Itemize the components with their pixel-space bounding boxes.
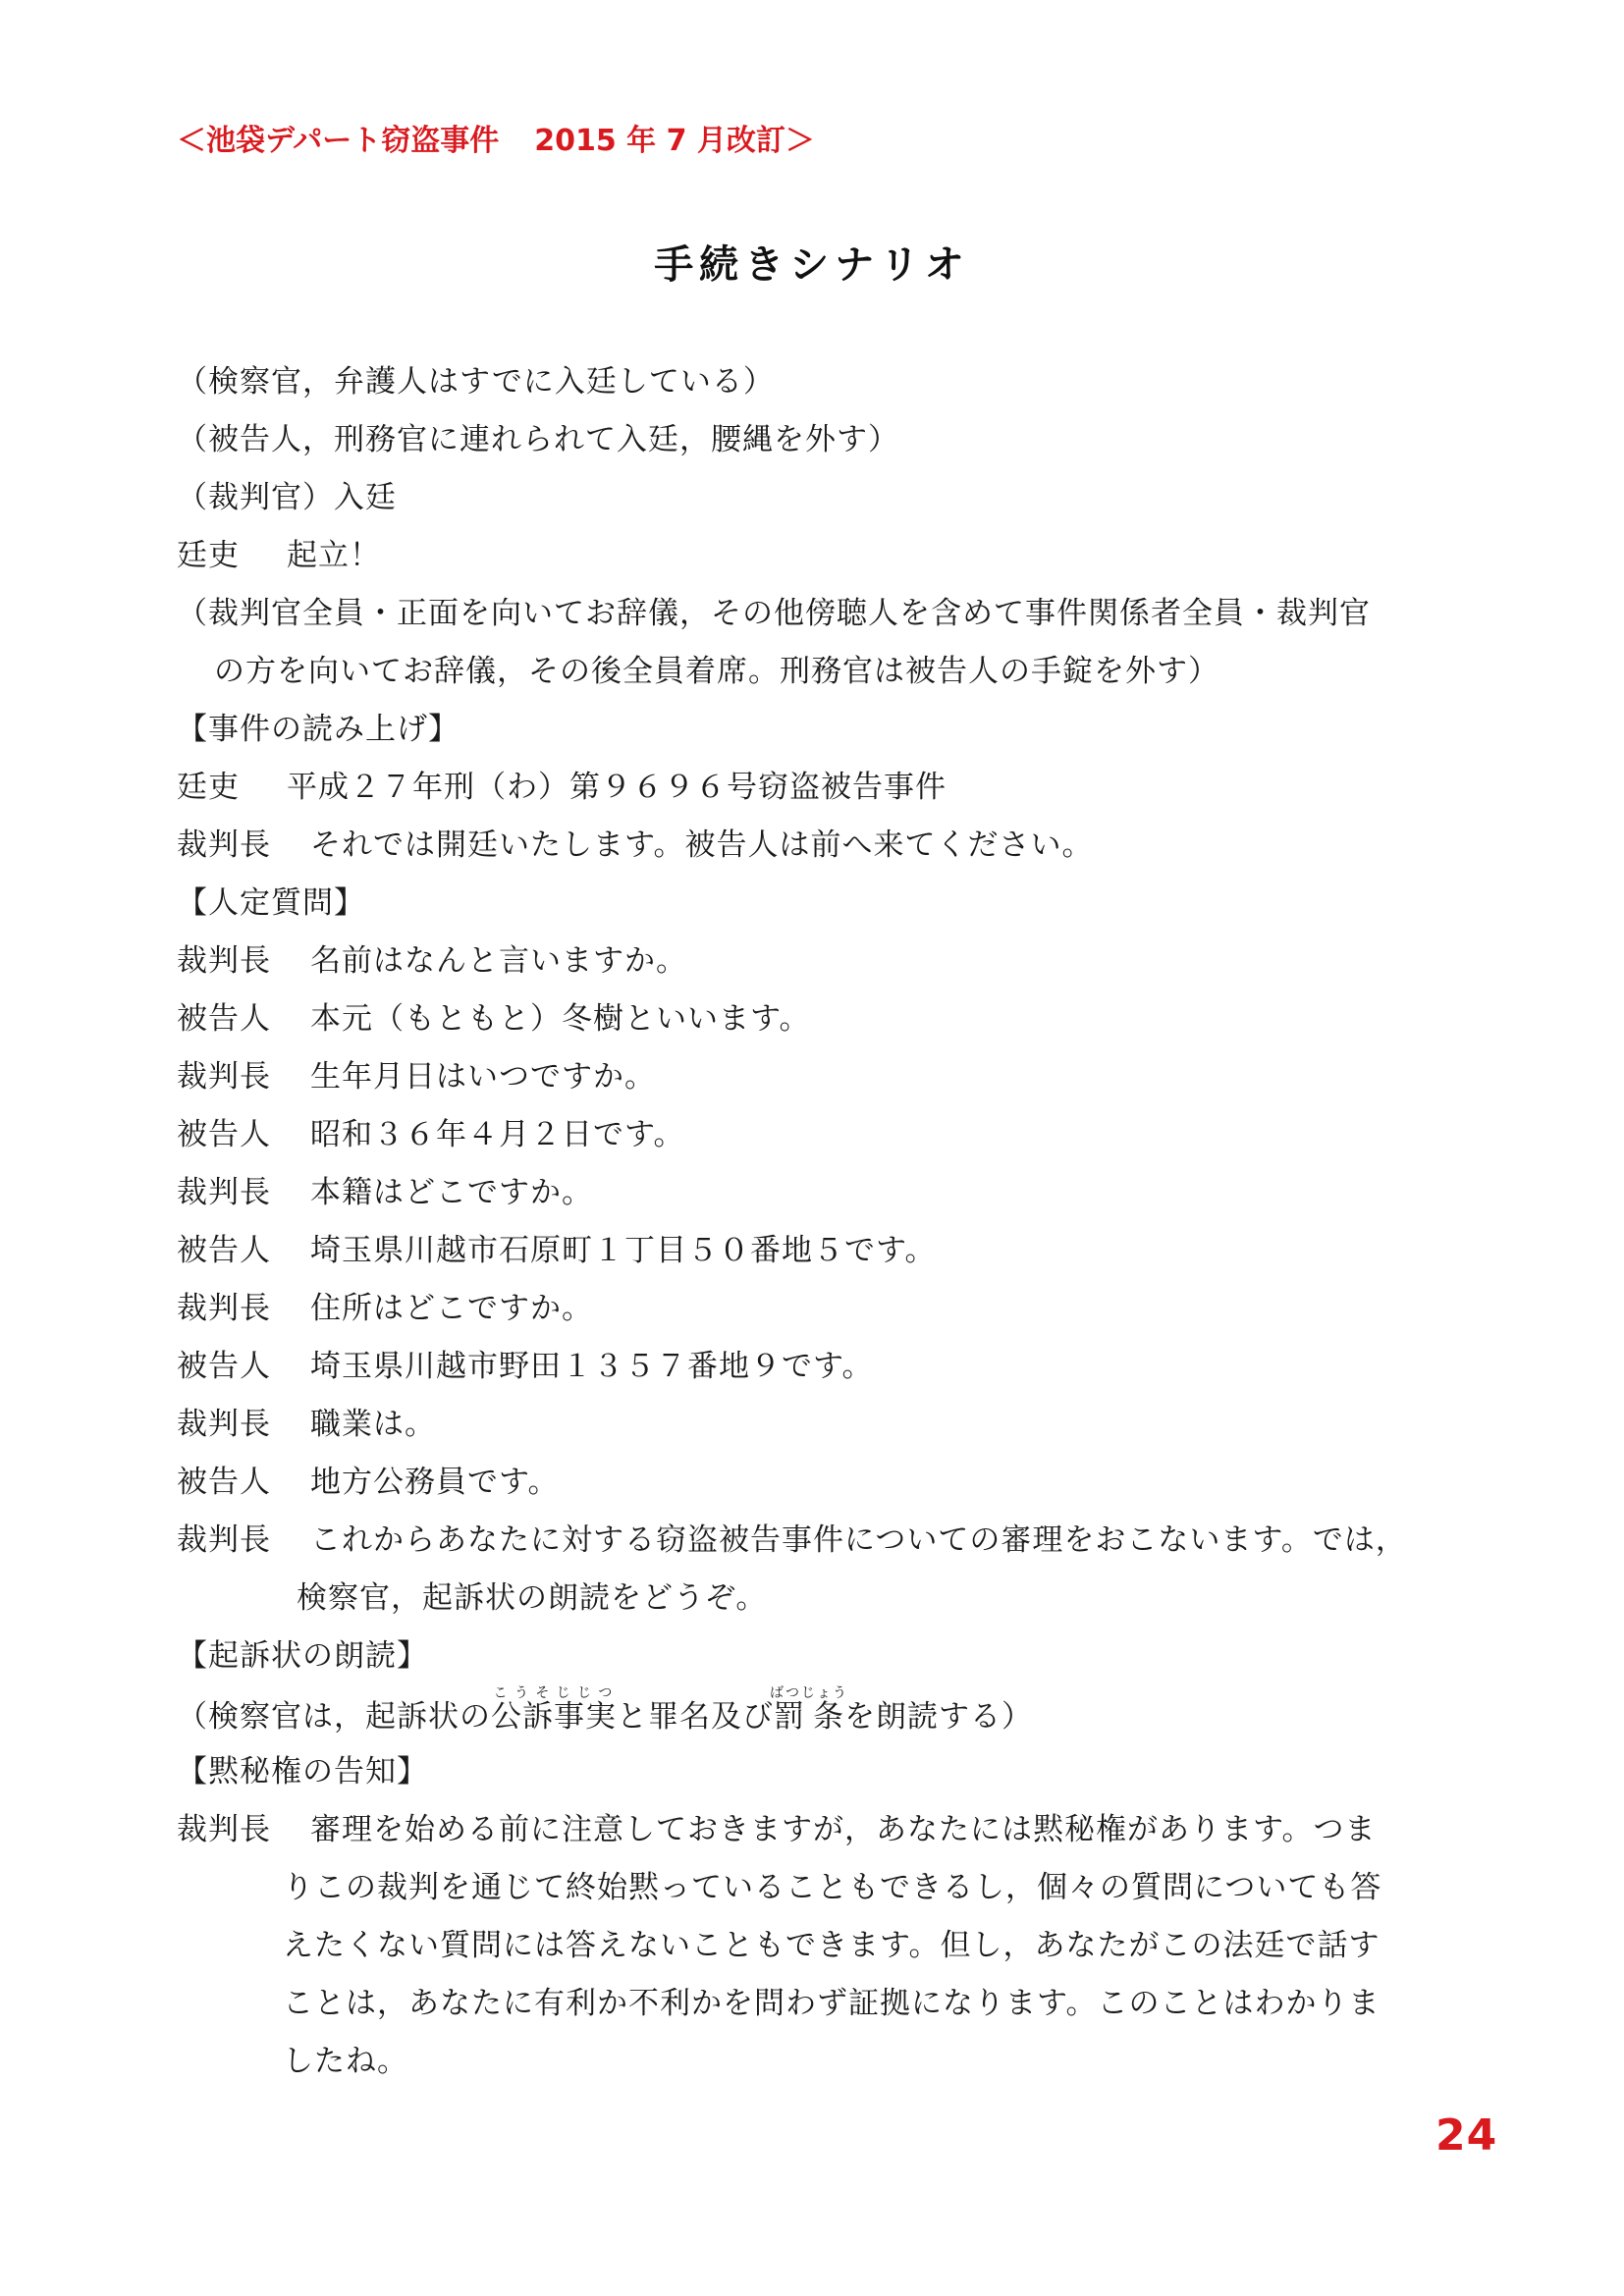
dialogue-line — [177, 933, 1483, 990]
speaker-label: 被告人 — [177, 1465, 271, 1500]
dialogue-text: 住所はどこですか。 — [310, 1291, 593, 1326]
dialogue-text: 地方公務員です。 — [310, 1465, 560, 1500]
dialogue-line — [177, 1396, 1483, 1454]
speaker-label: 裁判長 — [177, 1407, 271, 1442]
dialogue-line — [177, 527, 1483, 585]
dialogue-continued: えたくない質問には答えないこともできます。但し，あなたがこの法廷で話す — [283, 1928, 1380, 1963]
speaker-label: 裁判長 — [177, 1812, 271, 1847]
ruby-batsujou — [770, 1685, 848, 1735]
speaker-label: 裁判長 — [177, 1175, 271, 1210]
section-heading: 【事件の読み上げ】 — [177, 712, 460, 747]
dialogue-line — [177, 1106, 1483, 1164]
dialogue-line — [177, 1454, 1483, 1512]
dialogue-text: 埼玉県川越市野田１３５７番地９です。 — [310, 1349, 874, 1384]
speaker-label: 被告人 — [177, 1233, 271, 1268]
section-heading: 【起訴状の朗読】 — [177, 1638, 428, 1674]
document-header-tag — [177, 116, 815, 159]
stage-direction: （裁判官）入廷 — [177, 480, 397, 515]
section-heading: 【人定質問】 — [177, 885, 365, 921]
ruby-base: 公訴事実 — [491, 1699, 617, 1735]
speaker-label: 裁判長 — [177, 1059, 271, 1095]
dialogue-continued: 検察官，起訴状の朗読をどうぞ。 — [297, 1580, 768, 1616]
speaker-label: 被告人 — [177, 1349, 271, 1384]
dialogue-text: 起立！ — [287, 538, 381, 573]
dialogue-text: 本元（もともと）冬樹といいます。 — [310, 1001, 811, 1037]
dialogue-line — [177, 1280, 1483, 1338]
dialogue-text: それでは開廷いたします。被告人は前へ来てください。 — [310, 828, 1094, 863]
dialogue-text: 平成２７年刑（わ）第９６９６号窃盗被告事件 — [287, 770, 947, 805]
dialogue-line — [177, 1164, 1483, 1222]
dialogue-continued: りこの裁判を通じて終始黙っていることもできるし，個々の質問についても答 — [283, 1870, 1382, 1905]
stage-direction: （検察官，弁護人はすでに入廷している） — [177, 364, 775, 400]
dialogue-text: これからあなたに対する窃盗被告事件についての審理をおこないます。では， — [310, 1522, 1407, 1558]
ruby-reading: こうそじじつ — [491, 1685, 617, 1701]
dialogue-line — [177, 1338, 1483, 1396]
ruby-kousojijitsu — [491, 1685, 617, 1735]
dialogue-text: 埼玉県川越市石原町１丁目５０番地５です。 — [310, 1233, 937, 1268]
dialogue-line — [177, 1048, 1483, 1106]
stage-direction: （被告人，刑務官に連れられて入廷，腰縄を外す） — [177, 422, 899, 457]
ruby-line-middle: と罪名及び — [617, 1699, 774, 1735]
speaker-label: 裁判長 — [177, 943, 271, 979]
page-number: 24 — [1435, 2110, 1498, 2161]
ruby-base: 罰条 — [770, 1699, 848, 1735]
speaker-label: 被告人 — [177, 1117, 271, 1152]
speaker-label: 裁判長 — [177, 1291, 271, 1326]
page-title: 手続きシナリオ — [654, 242, 970, 288]
dialogue-text: 名前はなんと言いますか。 — [310, 943, 687, 979]
stage-direction-with-ruby — [177, 1685, 1483, 1743]
stage-direction: （裁判官全員・正面を向いてお辞儀，その他傍聴人を含めて事件関係者全員・裁判官 — [177, 596, 1371, 631]
dialogue-text: 職業は。 — [310, 1407, 436, 1442]
stage-direction-continued: の方を向いてお辞儀，その後全員着席。刑務官は被告人の手錠を外す） — [214, 654, 1219, 689]
dialogue-line — [177, 817, 1483, 875]
ruby-reading: ばつじょう — [770, 1685, 848, 1701]
speaker-label: 裁判長 — [177, 1522, 271, 1558]
speaker-label: 廷吏 — [177, 538, 240, 573]
dialogue-continued: したね。 — [283, 2044, 408, 2079]
header-tag-case-name: ＜池袋デパート窃盗事件 — [177, 124, 500, 158]
dialogue-line — [177, 990, 1483, 1048]
section-heading: 【黙秘権の告知】 — [177, 1754, 428, 1789]
dialogue-line — [177, 1222, 1483, 1280]
dialogue-text: 昭和３６年４月２日です。 — [310, 1117, 685, 1152]
ruby-line-prefix: （検察官は，起訴状の — [177, 1699, 491, 1735]
dialogue-text: 審理を始める前に注意しておきますが，あなたには黙秘権があります。つま — [310, 1812, 1377, 1847]
speaker-label: 被告人 — [177, 1001, 271, 1037]
dialogue-line — [177, 1512, 1483, 1570]
dialogue-text: 生年月日はいつですか。 — [310, 1059, 656, 1095]
speaker-label: 裁判長 — [177, 828, 271, 863]
dialogue-line — [177, 1801, 1483, 1859]
dialogue-continued: ことは，あなたに有利か不利かを問わず証拠になります。このことはわかりま — [283, 1986, 1380, 2021]
header-tag-revision: 2015 年 7 月改訂＞ — [534, 124, 815, 158]
dialogue-text: 本籍はどこですか。 — [310, 1175, 593, 1210]
dialogue-line — [177, 759, 1483, 817]
ruby-line-suffix: を朗読する） — [844, 1699, 1033, 1735]
scenario-body — [177, 353, 1483, 2091]
speaker-label: 廷吏 — [177, 770, 240, 805]
